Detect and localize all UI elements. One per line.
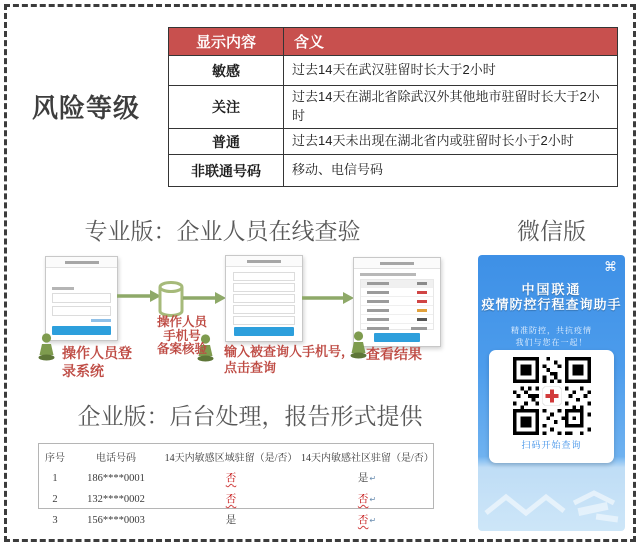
risk-table-header-meaning: 含义 [284,28,618,56]
report-phone: 186****0001 [87,473,145,484]
risk-level-cell: 非联通号码 [169,155,284,187]
mini-username-input [52,293,111,303]
mini-phone-input [233,316,295,325]
report-region-value: 否 [225,473,237,484]
risk-table [168,27,618,187]
table-row [169,155,618,187]
card-slogan [478,325,625,350]
risk-meaning-cell: 移动、电信号码 [284,155,618,187]
risk-meaning-cell: 过去14天在湖北省除武汉外其他地市驻留时长大于2小时 [284,86,618,129]
qr-caption: 扫码开始查询 [521,440,582,450]
report-community-value: 是 [357,473,369,484]
risk-meaning-cell: 过去14天在武汉驻留时长大于2小时 [284,56,618,86]
mini-query-button [234,327,294,336]
card-decoration [478,473,625,531]
mini-result-row [361,314,433,323]
step2-caption-line: 手机号 [163,328,201,343]
report-region-value: 是 [225,515,237,526]
mini-titlebar-text [380,262,414,265]
report-region-value: 否 [225,494,237,505]
mini-phone-input [233,305,295,314]
table-row [39,470,433,485]
flow-arrow-icon [117,289,161,303]
mini-result-row [361,323,433,332]
table-row [39,491,433,506]
step2-caption [149,316,215,357]
table-row [169,56,618,86]
mini-titlebar-text [247,260,281,263]
paragraph-mark: ↵ [369,474,377,483]
card-slogan-line: 精准防控，共抗疫情 [511,326,592,335]
mini-result-table [360,279,434,330]
wechat-section-title: 微信版 [517,218,586,244]
step4-caption: 查看结果 [366,346,422,362]
card-app-name: 疫情防控行程查询助手 [481,297,622,312]
report-no: 1 [52,473,58,484]
mini-result-row [361,296,433,305]
mini-titlebar-text [65,261,99,264]
step2-caption-line: 操作人员 [156,315,207,329]
report-header-row [39,449,433,464]
card-slogan-line: 我们与您在一起！ [515,338,588,348]
table-row [169,129,618,155]
step3-caption-line: 输入被查询人手机号， [224,344,355,359]
step3-caption-line: 点击查询 [224,360,277,376]
mini-phone-input [233,283,295,292]
qr-code [513,357,591,435]
mini-password-input [52,306,111,316]
report-header: 电话号码 [96,453,136,464]
report-table [38,443,434,526]
flow-arrow-icon [302,291,354,305]
step3-caption [224,344,358,377]
mini-window-titlebar [46,257,117,268]
query-form-screenshot [225,255,303,342]
flow-arrow-icon [183,291,226,305]
mini-link-text [91,319,111,322]
mini-result-header [361,280,433,287]
mini-phone-input [233,272,295,281]
login-screenshot [45,256,118,341]
card-brand: 中国联通 [521,282,582,297]
risk-meaning-cell: 过去14天未出现在湖北省内或驻留时长小于2小时 [284,129,618,155]
china-unicom-logo-icon: ⌘ [604,259,617,274]
step2-caption-line: 备案核验 [156,342,207,356]
database-icon [157,281,185,317]
mini-login-button [52,326,111,335]
report-phone: 156****0003 [87,515,145,526]
report-community-value: 否 [357,515,369,526]
mini-phone-input [233,294,295,303]
report-no: 2 [52,494,58,505]
report-header: 14天内敏感社区驻留（是/否） [301,453,434,464]
step1-caption: 操作人员登录系统 [62,345,132,380]
pro-section-title: 专业版：企业人员在线查验 [84,218,361,244]
report-no: 3 [52,515,58,526]
table-row [169,86,618,129]
paragraph-mark: ↵ [369,495,377,504]
operator-person-icon [38,333,55,361]
wechat-card [478,255,625,531]
report-header: 14天内敏感区域驻留（是/否） [164,453,298,464]
mini-result-row [361,287,433,296]
risk-level-cell: 关注 [169,86,284,129]
mini-result-row [361,305,433,314]
table-row [39,512,433,527]
report-phone: 132****0002 [87,494,145,505]
mini-window-titlebar [354,258,440,269]
risk-table-header-display: 显示内容 [169,28,284,56]
mini-query-summary [360,273,416,276]
paragraph-mark: ↵ [369,516,377,525]
report-community-value: 否 [357,494,369,505]
qr-panel [489,350,614,463]
risk-table-header-row [169,28,618,56]
mini-field-label [52,287,74,290]
mini-window-titlebar [226,256,302,267]
report-header: 序号 [45,453,65,464]
mini-query-button [374,333,420,342]
risk-level-cell: 普通 [169,129,284,155]
enterprise-section-title: 企业版：后台处理，报告形式提供 [77,403,423,429]
risk-level-cell: 敏感 [169,56,284,86]
risk-level-label: 风险等级 [31,93,140,123]
